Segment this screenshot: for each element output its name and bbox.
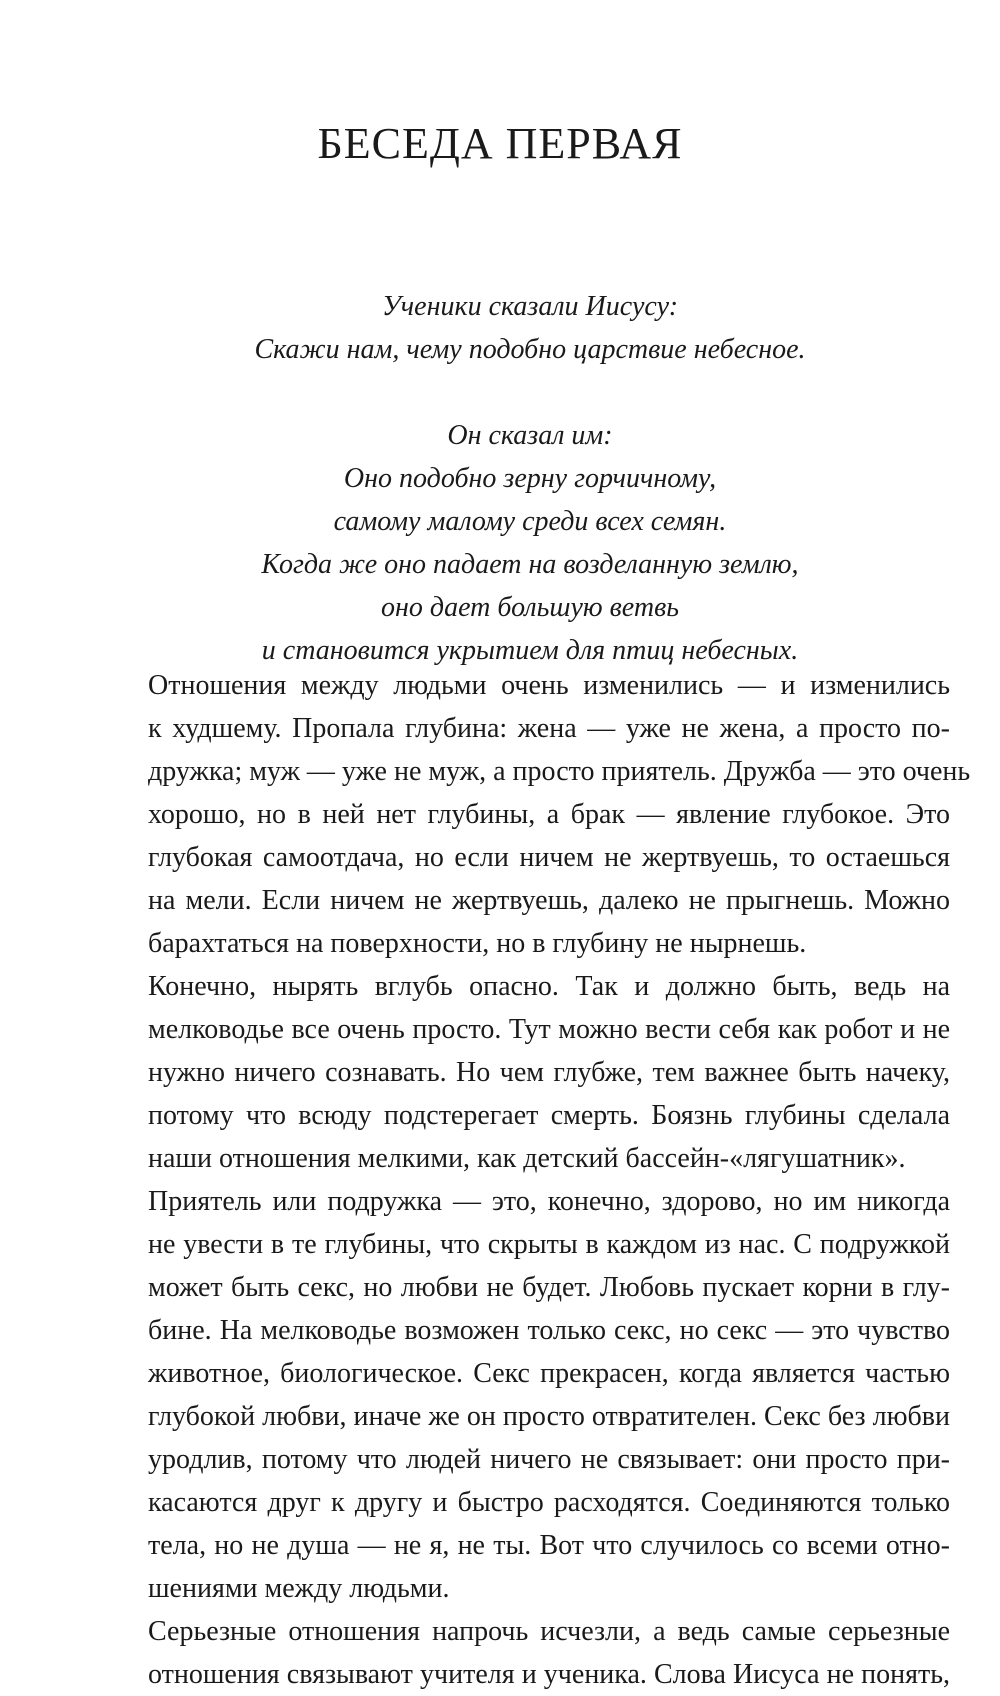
text-line: нужно ничего сознавать. Но чем глубже, тем важнее быть начеку, bbox=[148, 1057, 950, 1088]
text-line: касаются друг к другу и быстро расходятся. Соединяются только bbox=[148, 1487, 950, 1518]
text-line: потому что всюду подстерегает смерть. Боязнь глубины сделала bbox=[148, 1100, 950, 1131]
text-line: к худшему. Пропала глубина: жена — уже не жена, а просто по- bbox=[148, 713, 950, 744]
text-line: хорошо, но в ней нет глубины, а брак — явление глубокое. Это bbox=[148, 799, 950, 830]
text-line: животное, биологическое. Секс прекрасен, когда является частью bbox=[148, 1358, 950, 1389]
text-line: глубокая самоотдача, но если ничем не жертвуешь, то остаешься bbox=[148, 842, 950, 873]
text-line: наши отношения мелкими, как детский бассейн-«лягушатник». bbox=[148, 1143, 906, 1174]
epigraph-line: оно дает большую ветвь bbox=[381, 592, 679, 623]
text-line: дружка; муж — уже не муж, а просто приятель. Дружба — это очень bbox=[148, 756, 971, 787]
text-line: шениями между людьми. bbox=[148, 1573, 450, 1604]
text-line: Отношения между людьми очень изменились — и изменились bbox=[148, 670, 950, 701]
paragraph bbox=[102, 965, 950, 1180]
text-line: бине. На мелководье возможен только секс, но секс — это чувство bbox=[148, 1315, 950, 1346]
epigraph-line: самому малому среди всех семян. bbox=[333, 506, 727, 537]
chapter-title: БЕСЕДА ПЕРВАЯ bbox=[317, 119, 683, 168]
epigraph-line: Скажи нам, чему подобно царствие небесное. bbox=[254, 334, 806, 365]
epigraph-line: Оно подобно зерну горчичному, bbox=[343, 463, 717, 494]
text-line: не увести в те глубины, что скрыты в каждом из нас. С подружкой bbox=[148, 1229, 950, 1260]
text-line: Приятель или подружка — это, конечно, здорово, но им никогда bbox=[148, 1186, 950, 1217]
text-line: тела, но не душа — не я, не ты. Вот что случилось со всеми отно- bbox=[148, 1530, 950, 1561]
epigraph-stanza bbox=[60, 285, 1000, 371]
text-line: уродлив, потому что людей ничего не связывает: они просто при- bbox=[148, 1444, 950, 1475]
text-line: Конечно, нырять вглубь опасно. Так и должно быть, ведь на bbox=[148, 971, 950, 1002]
text-line: глубокой любви, иначе же он просто отвратителен. Секс без любви bbox=[148, 1401, 950, 1432]
text-line: на мели. Если ничем не жертвуешь, далеко не прыгнешь. Можно bbox=[148, 885, 950, 916]
text-line: Серьезные отношения напрочь исчезли, а ведь самые серьезные bbox=[148, 1616, 950, 1647]
paragraph bbox=[102, 1180, 950, 1610]
body-text bbox=[102, 664, 971, 1696]
epigraph-line: Ученики сказали Иисусу: bbox=[381, 291, 679, 322]
text-line: барахтаться на поверхности, но в глубину не нырнешь. bbox=[148, 928, 807, 959]
epigraph-line: Когда же оно падает на возделанную землю, bbox=[261, 549, 799, 580]
text-line: мелководье все очень просто. Тут можно вести себя как робот и не bbox=[148, 1014, 950, 1045]
text-line: отношения связывают учителя и ученика. Слова Иисуса не понять, bbox=[148, 1659, 950, 1690]
epigraph-line: Он сказал им: bbox=[447, 420, 613, 451]
paragraph bbox=[102, 1610, 950, 1696]
text-line: может быть секс, но любви не будет. Любовь пускает корни в глу- bbox=[148, 1272, 950, 1303]
epigraph-stanza bbox=[60, 414, 1000, 672]
paragraph bbox=[102, 664, 971, 965]
epigraph bbox=[0, 285, 1000, 672]
epigraph-line: и становится укрытием для птиц небесных. bbox=[261, 635, 799, 666]
